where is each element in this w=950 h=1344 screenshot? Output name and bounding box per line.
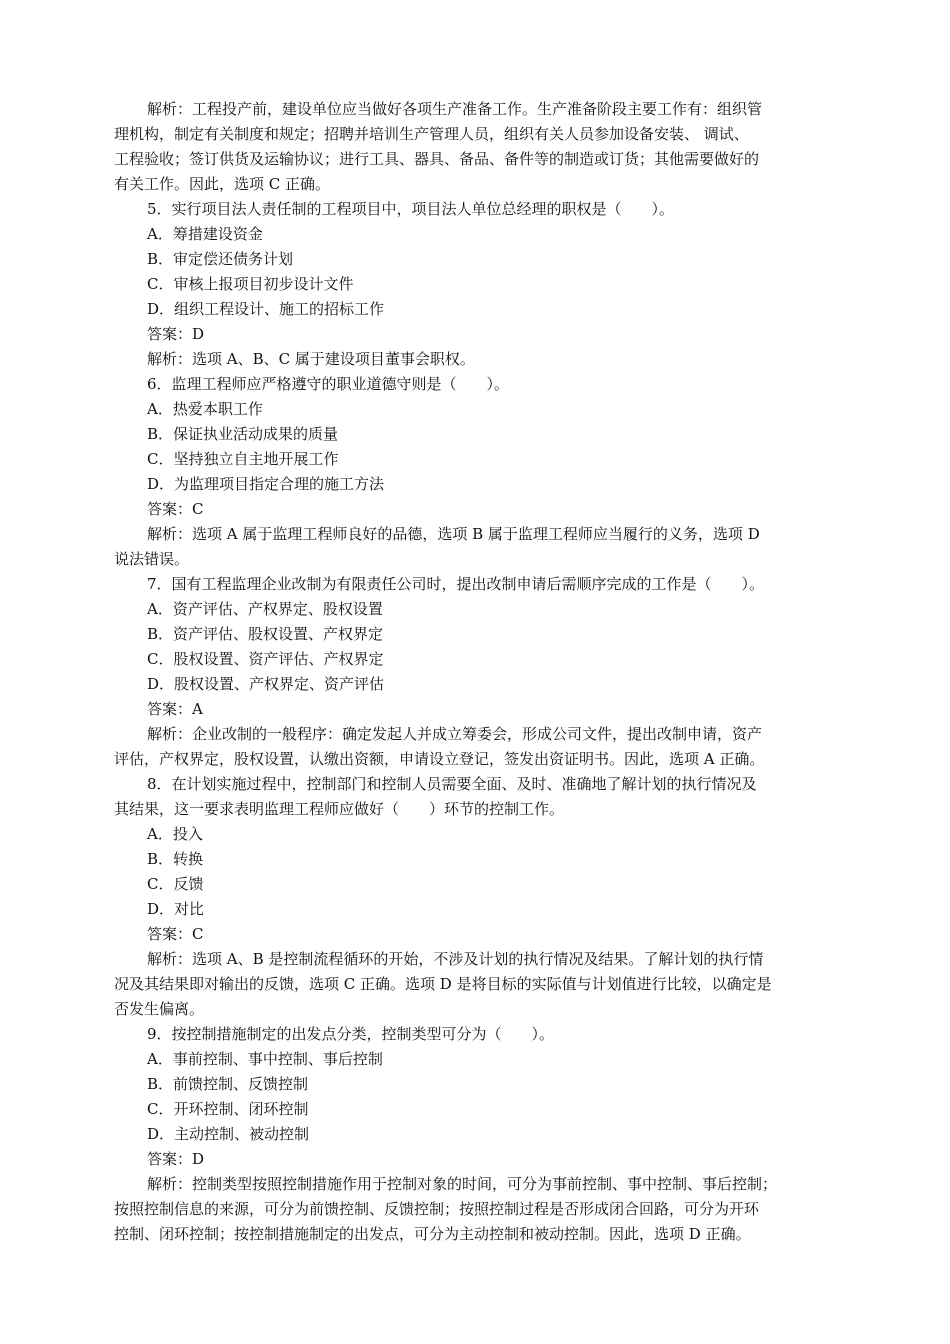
text-line: C．反馈 [147, 875, 204, 893]
text-line: 评估，产权界定，股权设置，认缴出资额，申请设立登记，签发出资证明书。因此，选项 A 正确。 [114, 750, 765, 768]
text-line: A．筹措建设资金 [147, 225, 263, 243]
text-line: 否发生偏离。 [114, 1000, 205, 1018]
text-line: D．主动控制、被动控制 [147, 1125, 310, 1143]
text-line: 答案：D [147, 325, 205, 343]
text-line: 控制、闭环控制；按控制措施制定的出发点，可分为主动控制和被动控制。因此，选项 D 正确。 [114, 1225, 751, 1243]
text-line: 况及其结果即对输出的反馈，选项 C 正确。选项 D 是将目标的实际值与计划值进行比较，以确定是 [114, 975, 772, 993]
text-line: 说法错误。 [114, 550, 190, 568]
text-line: 答案：C [147, 500, 204, 518]
text-line: 答案：D [147, 1150, 205, 1168]
text-line: A．热爱本职工作 [147, 400, 263, 418]
text-line: A．资产评估、产权界定、股权设置 [147, 600, 383, 618]
text-line: 8．在计划实施过程中，控制部门和控制人员需要全面、及时、准确地了解计划的执行情况及 [147, 775, 757, 793]
text-line: 工程验收；签订供货及运输协议；进行工具、器具、备品、备件等的制造或订货；其他需要做好的 [114, 150, 760, 168]
text-line: 解析：企业改制的一般程序：确定发起人并成立筹委会，形成公司文件，提出改制申请，资产 [147, 725, 763, 743]
text-line: B．资产评估、股权设置、产权界定 [147, 625, 384, 643]
text-line: 答案：A [147, 700, 203, 718]
text-line: 理机构，制定有关制度和规定；招聘并培训生产管理人员，组织有关人员参加设备安装、 调试、 [114, 125, 749, 143]
text-line: 7．国有工程监理企业改制为有限责任公司时，提出改制申请后需顺序完成的工作是（ ）。 [147, 575, 765, 593]
text-line: B．前馈控制、反馈控制 [147, 1075, 309, 1093]
text-line: A．事前控制、事中控制、事后控制 [147, 1050, 383, 1068]
text-line: 解析：选项 A 属于监理工程师良好的品德，选项 B 属于监理工程师应当履行的义务，选项 D [147, 525, 760, 543]
text-line: 6．监理工程师应严格遵守的职业道德守则是（ ）。 [147, 375, 510, 393]
text-line: B．审定偿还债务计划 [147, 250, 294, 268]
text-line: C．开环控制、闭环控制 [147, 1100, 309, 1118]
text-line: D．股权设置、产权界定、资产评估 [147, 675, 385, 693]
text-line: 5．实行项目法人责任制的工程项目中，项目法人单位总经理的职权是（ ）。 [147, 200, 675, 218]
text-line: 9．按控制措施制定的出发点分类，控制类型可分为（ ）。 [147, 1025, 555, 1043]
text-line: C．股权设置、资产评估、产权界定 [147, 650, 384, 668]
text-line: 解析：选项 A、B 是控制流程循环的开始，不涉及计划的执行情况及结果。了解计划的执行情 [147, 950, 764, 968]
text-line: D．组织工程设计、施工的招标工作 [147, 300, 385, 318]
text-line: A．投入 [147, 825, 203, 843]
text-line: 有关工作。因此，选项 C 正确。 [114, 175, 331, 193]
text-line: B．保证执业活动成果的质量 [147, 425, 339, 443]
text-line: 解析：控制类型按照控制措施作用于控制对象的时间，可分为事前控制、事中控制、事后控制； [147, 1175, 778, 1193]
text-line: C．审核上报项目初步设计文件 [147, 275, 354, 293]
text-line: 其结果，这一要求表明监理工程师应做好（ ）环节的控制工作。 [114, 800, 565, 818]
text-line: 答案：C [147, 925, 204, 943]
text-line: 按照控制信息的来源，可分为前馈控制、反馈控制；按照控制过程是否形成闭合回路，可分为开环 [114, 1200, 760, 1218]
document-body [114, 97, 842, 1247]
text-line: C．坚持独立自主地开展工作 [147, 450, 339, 468]
text-line: 解析：工程投产前，建设单位应当做好各项生产准备工作。生产准备阶段主要工作有：组织管 [147, 100, 763, 118]
text-line: B．转换 [147, 850, 204, 868]
text-line: D．为监理项目指定合理的施工方法 [147, 475, 385, 493]
text-line: 解析：选项 A、B、C 属于建设项目董事会职权。 [147, 350, 475, 368]
text-line: D．对比 [147, 900, 205, 918]
